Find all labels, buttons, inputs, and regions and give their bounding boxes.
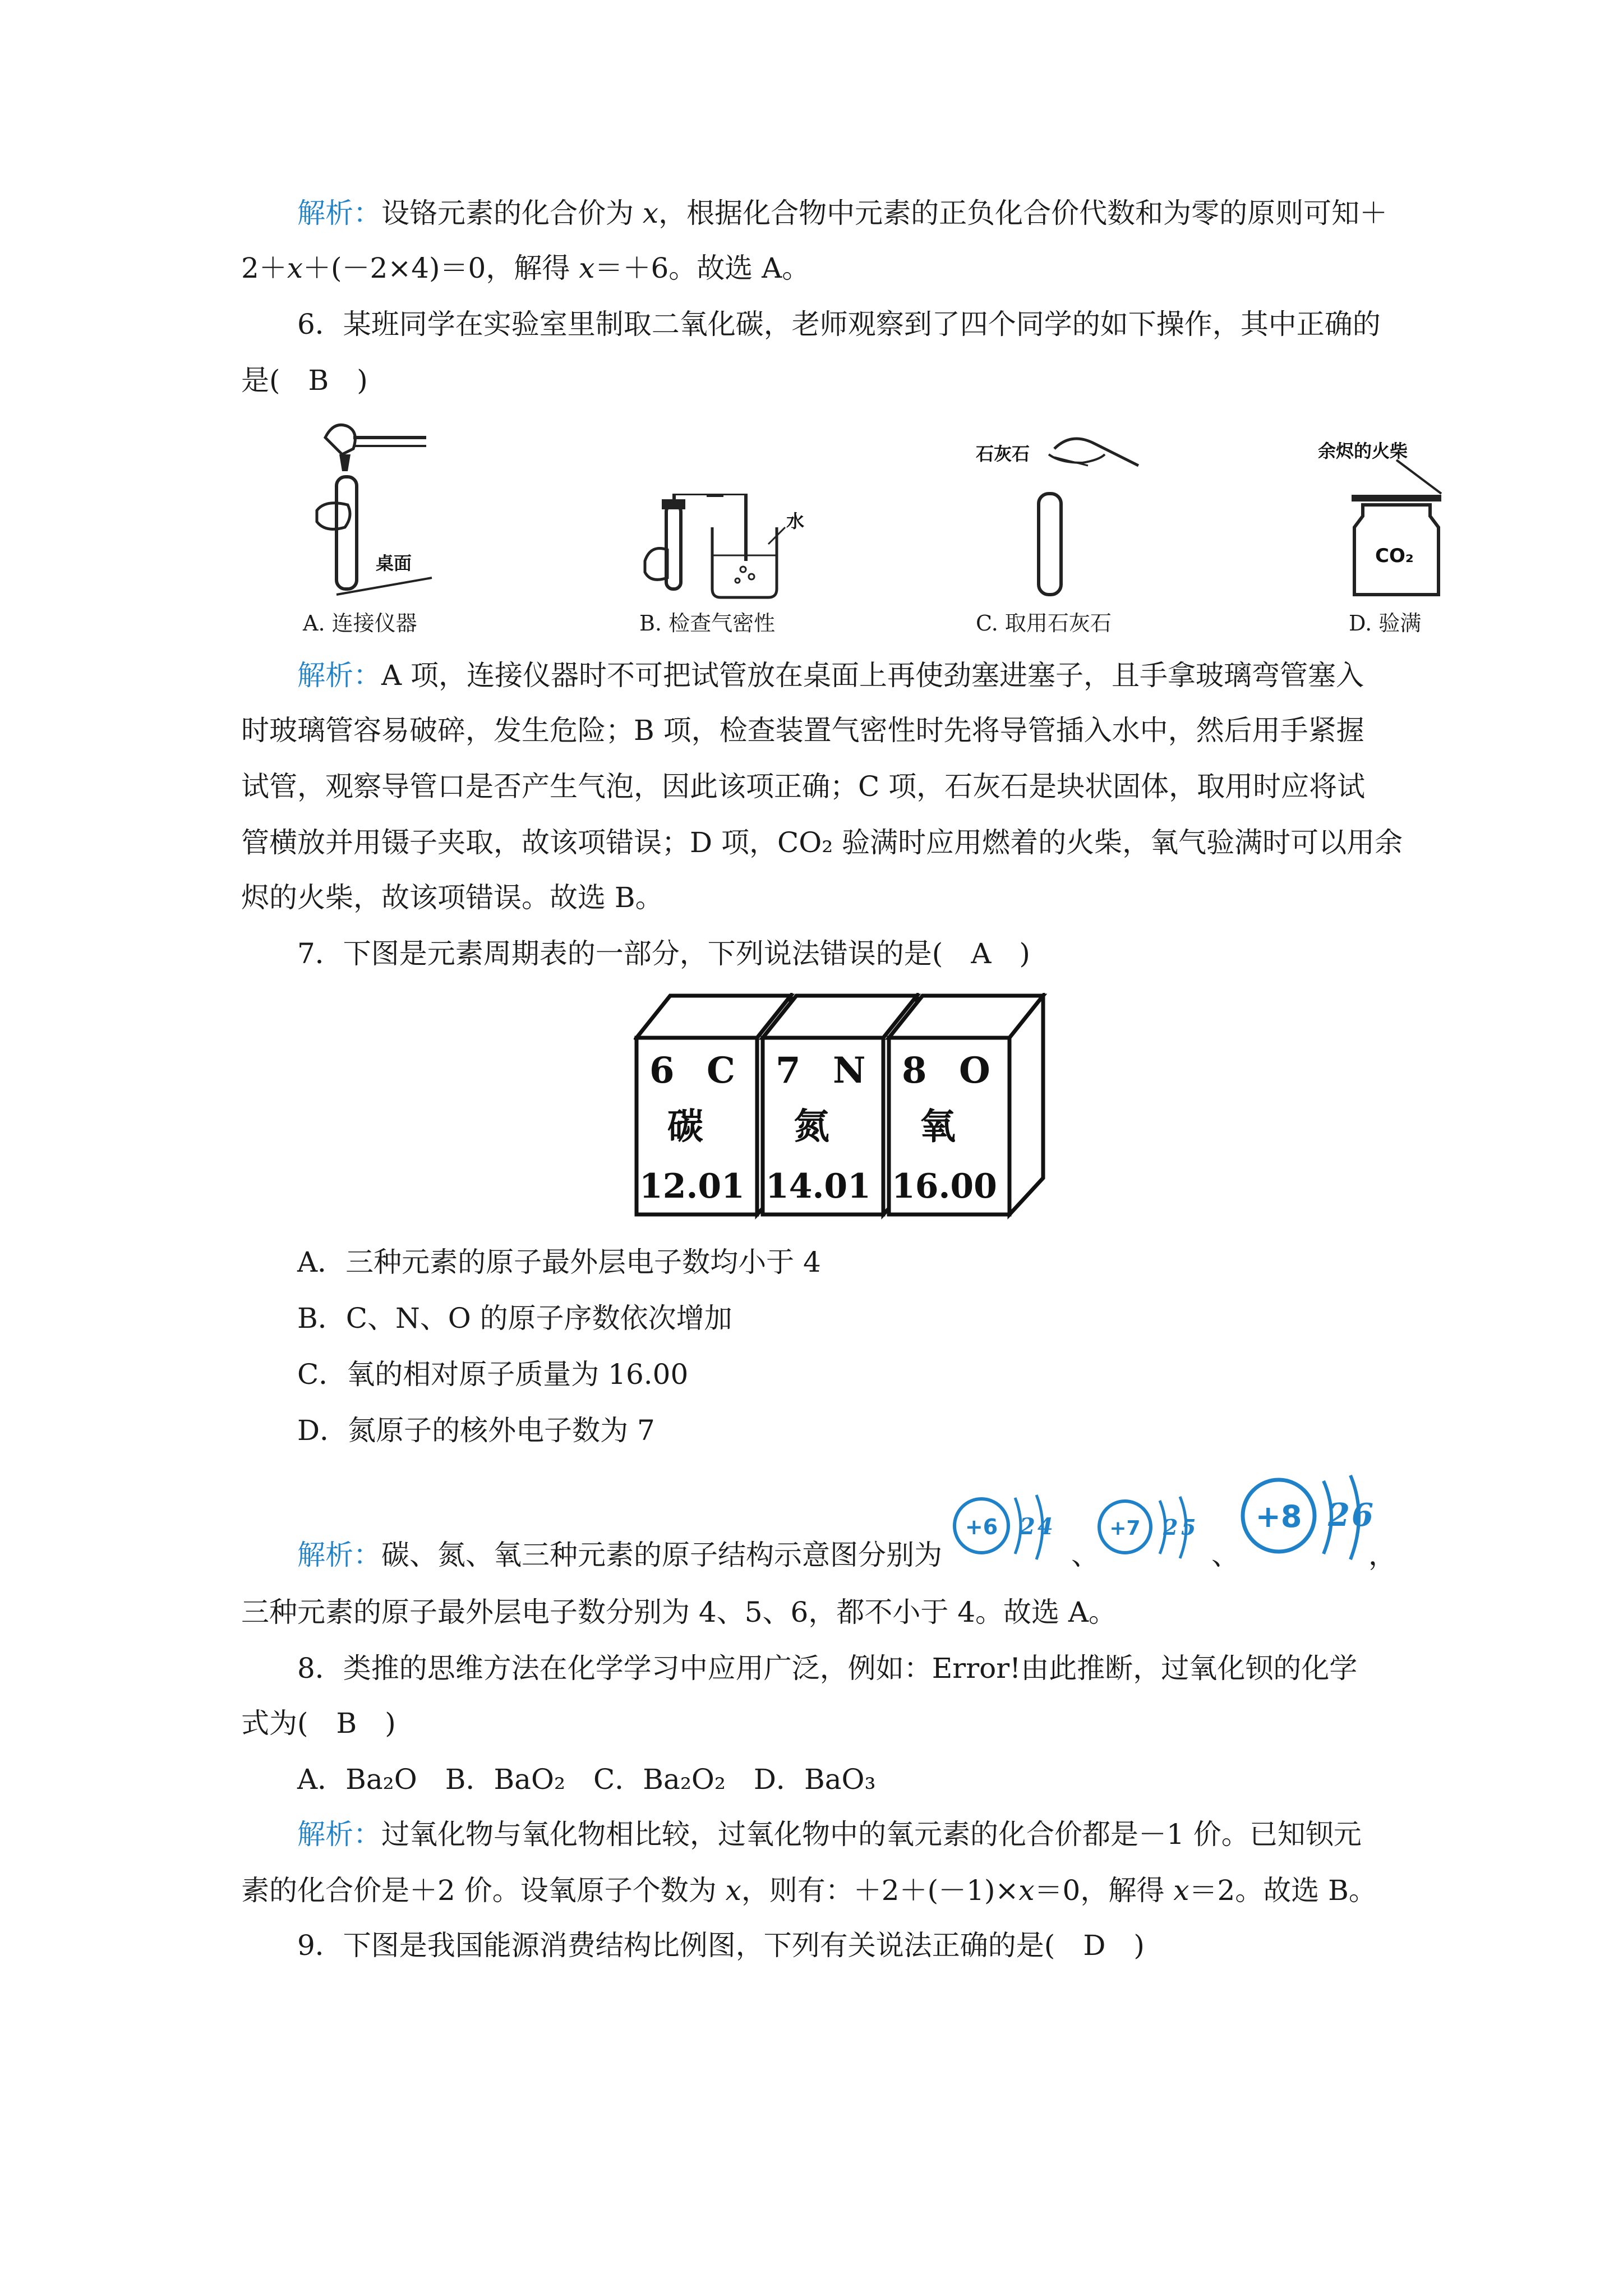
element-name: 碳 — [667, 1106, 703, 1148]
element-cell-oxygen — [889, 996, 1043, 1214]
element-symbol: C — [707, 1050, 735, 1092]
variable: x — [287, 252, 303, 284]
q8-explanation-line-2 — [241, 1872, 1377, 1908]
separator: 、 — [1211, 1539, 1239, 1571]
element-mass: 16.00 — [892, 1167, 997, 1206]
atom-diagram-oxygen — [1234, 1464, 1380, 1576]
q6-stem-line-2: 是( B ) — [241, 364, 368, 397]
shell-2-electrons: 6 — [1352, 1497, 1373, 1534]
text: ＝＋6。故选 A。 — [594, 252, 810, 284]
q6-explanation-line-3: 试管，观察导管口是否产生气泡，因此该项正确；C 项，石灰石是块状固体，取用时应将试 — [241, 770, 1366, 803]
separator: 、 — [1071, 1539, 1099, 1571]
text: 碳、氮、氧三种元素的原子结构示意图分别为 — [381, 1539, 942, 1571]
element-symbol: N — [833, 1050, 866, 1092]
figure-label: 水 — [786, 510, 805, 532]
q7-stem: 7．下图是元素周期表的一部分，下列说法错误的是( A ) — [297, 937, 1030, 970]
q6-explanation-line-1 — [297, 657, 1364, 693]
bottle-label: CO₂ — [1375, 545, 1414, 567]
shell-1-electrons: 2 — [1163, 1515, 1178, 1540]
shell-2-electrons: 5 — [1181, 1515, 1196, 1540]
q7-explanation-line-1 — [297, 1537, 942, 1573]
figure-label: 石灰石 — [976, 443, 1030, 464]
q6-stem-line-1: 6．某班同学在实验室里制取二氧化碳，老师观察到了四个同学的如下操作，其中正确的 — [297, 308, 1381, 341]
element-name: 氧 — [920, 1106, 956, 1148]
q6-explanation-line-5: 烬的火柴，故该项错误。故选 B。 — [241, 881, 663, 914]
variable: x — [1018, 1874, 1035, 1907]
element-name: 氮 — [794, 1106, 829, 1148]
q8-explanation-line-1 — [297, 1816, 1362, 1852]
q8-stem-line-1: 8．类推的思维方法在化学学习中应用广泛，例如：Error!由此推断，过氧化钡的化学 — [297, 1652, 1358, 1685]
text: ＋(－2×4)＝0，解得 — [303, 252, 579, 284]
atom-diagram-nitrogen — [1094, 1481, 1206, 1576]
explanation-label: 解析： — [297, 197, 381, 229]
element-number: 6 — [649, 1050, 675, 1092]
q5-explanation-line-1 — [297, 195, 1387, 231]
q7-option-d: D．氮原子的核外电子数为 7 — [297, 1414, 655, 1447]
text: ＝2。故选 B。 — [1189, 1874, 1377, 1907]
figure-caption-a: A. 连接仪器 — [303, 611, 417, 636]
periodic-table-excerpt — [634, 993, 1049, 1223]
variable: x — [725, 1874, 741, 1907]
variable: x — [1173, 1874, 1189, 1907]
shell-1-electrons: 2 — [1020, 1513, 1035, 1540]
figure-gas-full-check — [1312, 432, 1469, 600]
variable: x — [642, 197, 659, 229]
text: 过氧化物与氧化物相比较，过氧化物中的氧元素的化合价都是－1 价。已知钡元 — [381, 1818, 1362, 1851]
q6-explanation-line-4: 管横放并用镊子夹取，故该项错误；D 项，CO₂ 验满时应用燃着的火柴，氧气验满时可以用余 — [241, 826, 1403, 859]
nucleus-charge: +6 — [965, 1515, 998, 1539]
shell-2-electrons: 4 — [1038, 1513, 1053, 1540]
atom-diagram-carbon — [948, 1481, 1066, 1576]
nucleus-charge: +7 — [1109, 1517, 1141, 1540]
text: ，则有：＋2＋(－1)× — [741, 1874, 1019, 1907]
q7-option-b: B．C、N、O 的原子序数依次增加 — [297, 1302, 732, 1335]
figure-airtight-check — [639, 494, 819, 606]
end-punctuation: ， — [1368, 1539, 1396, 1571]
explanation-label: 解析： — [297, 1539, 381, 1571]
figure-caption-b: B. 检查气密性 — [639, 611, 776, 636]
q5-explanation-line-2 — [241, 250, 810, 286]
figure-take-limestone — [976, 432, 1155, 600]
q8-stem-line-2: 式为( B ) — [241, 1707, 396, 1740]
text: A 项，连接仪器时不可把试管放在桌面上再使劲塞进塞子，且手拿玻璃弯管塞入 — [381, 659, 1364, 692]
figure-caption-d: D. 验满 — [1349, 611, 1422, 636]
figure-label: 余烬的火柴 — [1318, 440, 1408, 462]
q9-stem: 9．下图是我国能源消费结构比例图，下列有关说法正确的是( D ) — [297, 1929, 1145, 1962]
text: ，根据化合物中元素的正负化合价代数和为零的原则可知＋ — [658, 197, 1388, 229]
nucleus-charge: +8 — [1255, 1499, 1302, 1534]
element-number: 8 — [902, 1050, 927, 1092]
q7-option-a: A．三种元素的原子最外层电子数均小于 4 — [297, 1246, 821, 1278]
q6-explanation-line-2: 时玻璃管容易破碎，发生危险；B 项，检查装置气密性时先将导管插入水中，然后用手紧握 — [241, 714, 1364, 747]
variable: x — [579, 252, 595, 284]
q8-options: A．Ba₂O B．BaO₂ C．Ba₂O₂ D．BaO₃ — [297, 1763, 876, 1796]
figure-connect-apparatus — [292, 415, 437, 600]
element-mass: 14.01 — [766, 1167, 871, 1206]
shell-1-electrons: 2 — [1328, 1497, 1350, 1534]
figure-caption-c: C. 取用石灰石 — [976, 611, 1112, 636]
element-symbol: O — [959, 1050, 990, 1092]
element-number: 7 — [776, 1050, 801, 1092]
text: 设铬元素的化合价为 — [381, 197, 643, 229]
text: 2＋ — [241, 252, 287, 284]
explanation-label: 解析： — [297, 1818, 381, 1851]
text: ＝0，解得 — [1034, 1874, 1174, 1907]
explanation-label: 解析： — [297, 659, 381, 692]
element-mass: 12.01 — [639, 1167, 745, 1206]
q7-explanation-line-2: 三种元素的原子最外层电子数分别为 4、5、6，都不小于 4。故选 A。 — [241, 1596, 1117, 1628]
q7-option-c: C．氧的相对原子质量为 16.00 — [297, 1358, 689, 1391]
figure-label: 桌面 — [376, 553, 412, 574]
text: 素的化合价是＋2 价。设氧原子个数为 — [241, 1874, 726, 1907]
